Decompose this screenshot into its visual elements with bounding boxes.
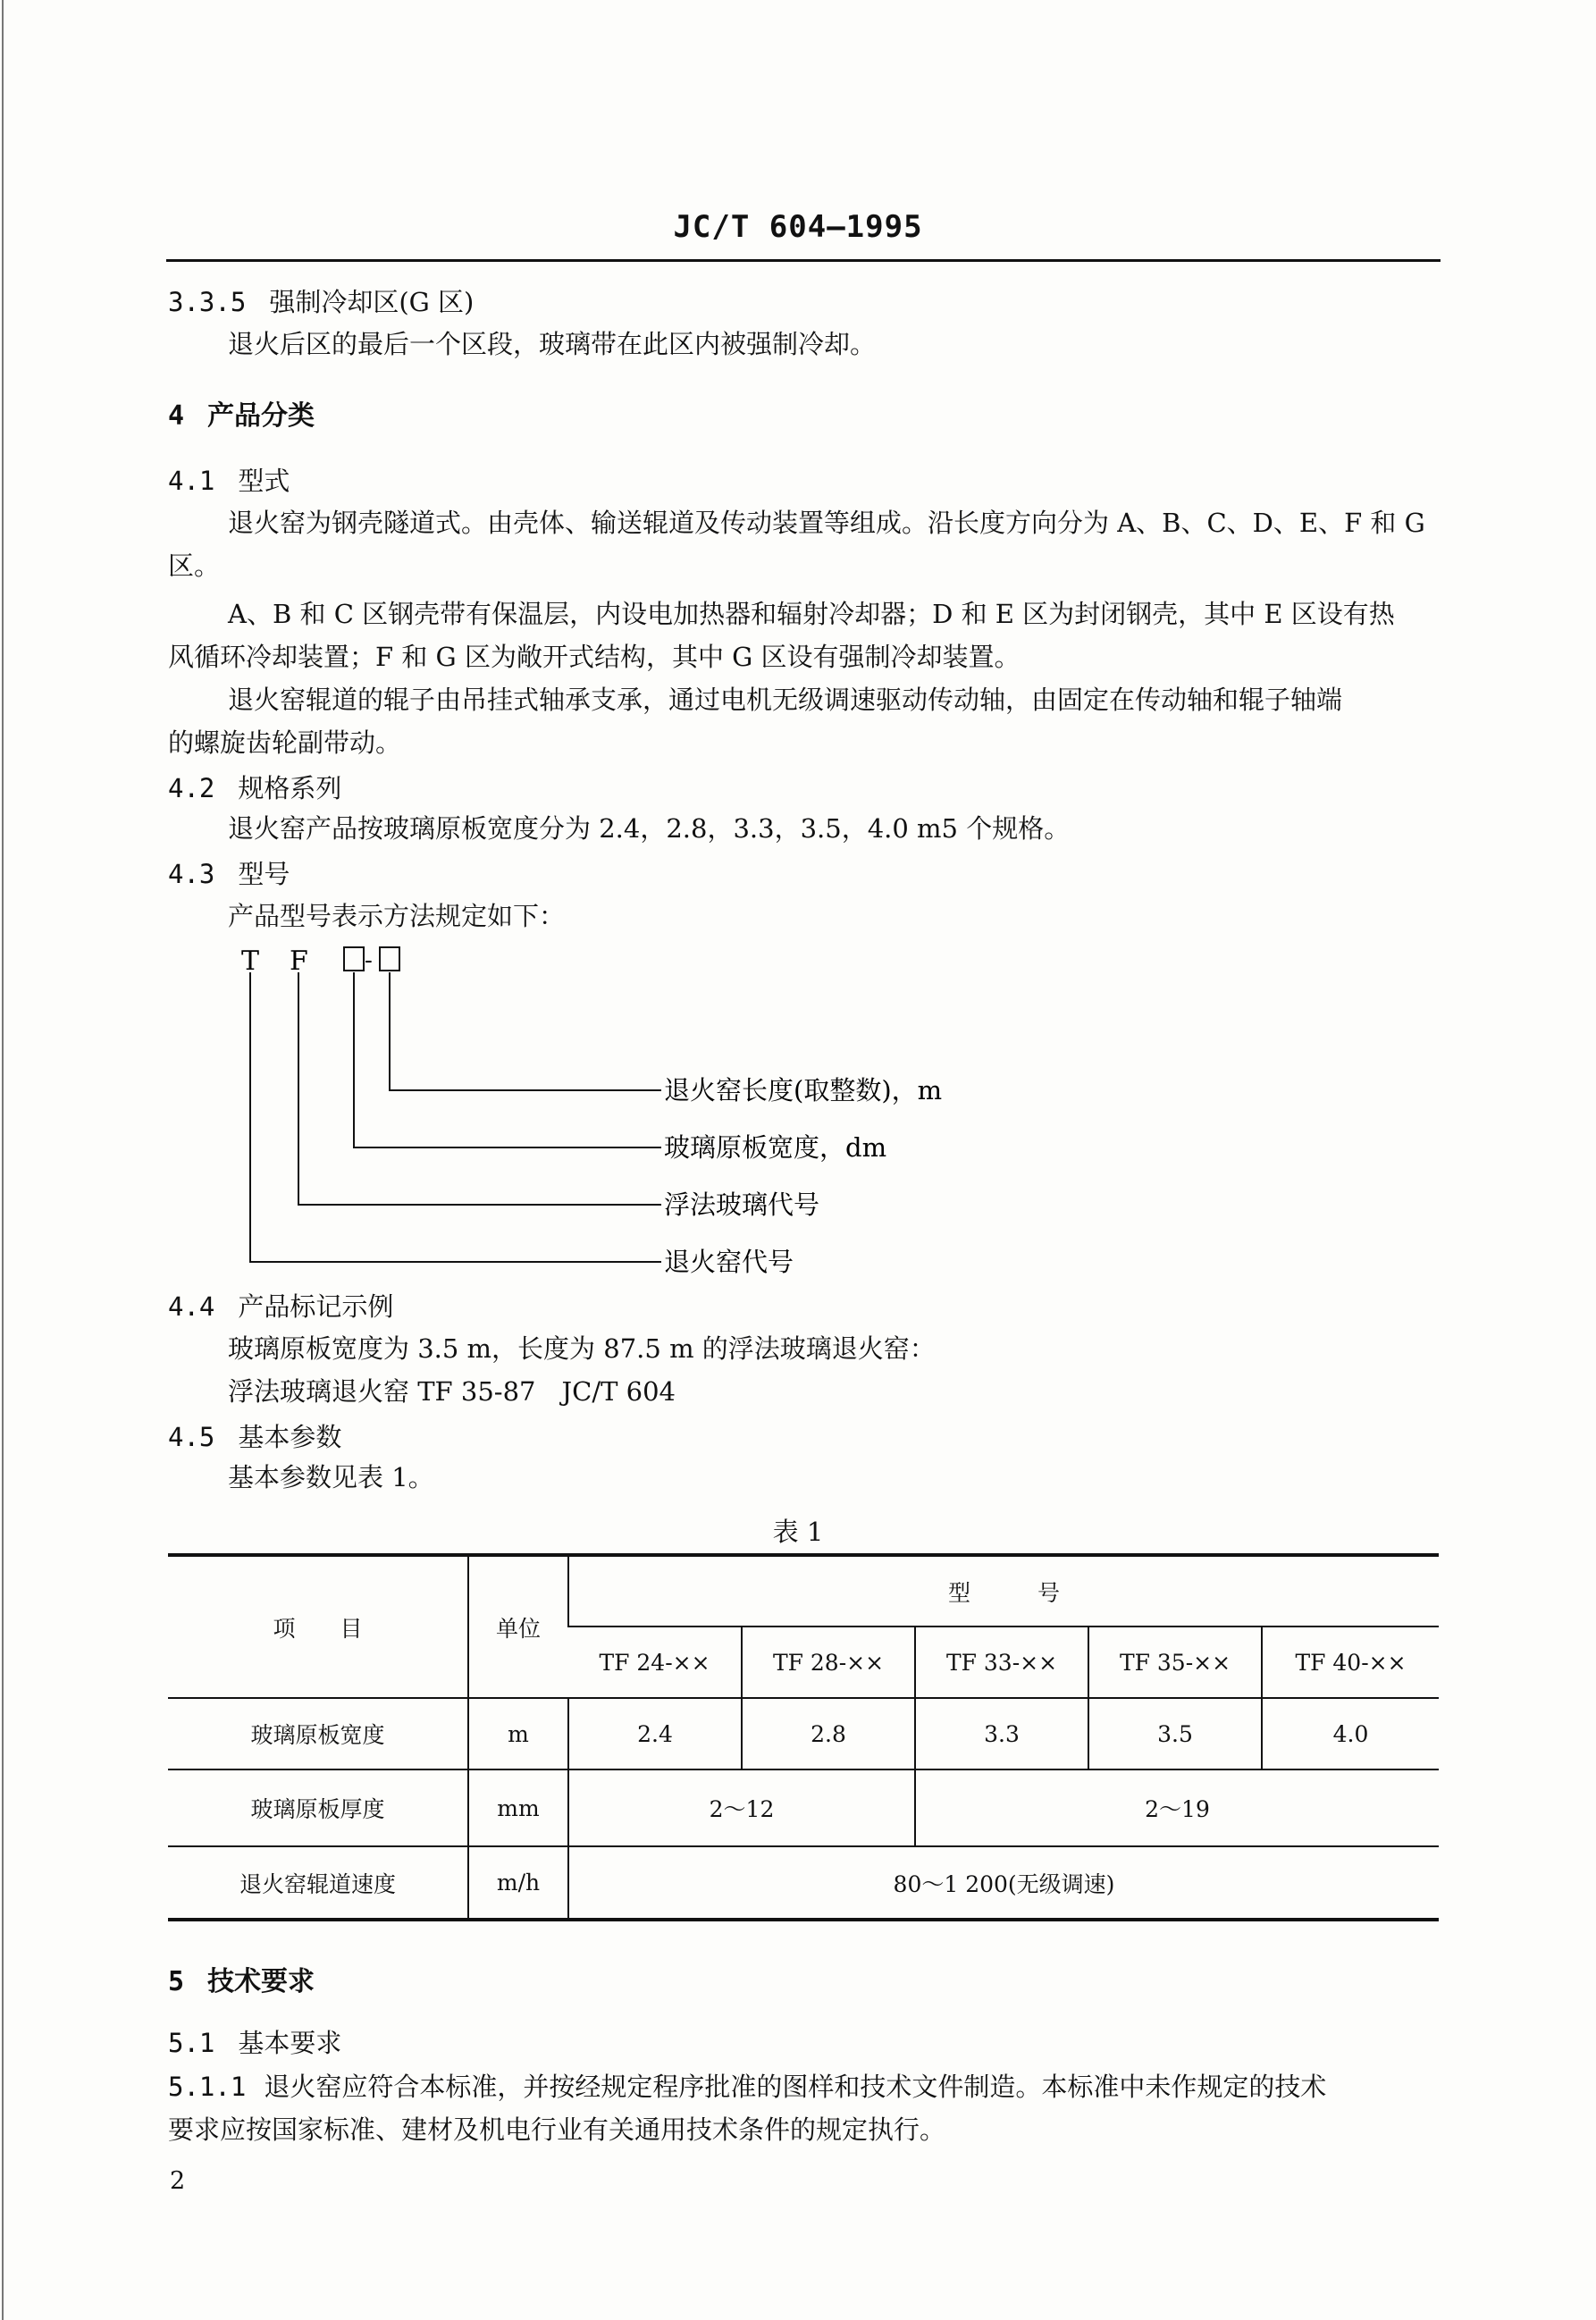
para-5-1-1b: 要求应按国家标准、建材及机电行业有关通用技术条件的规定执行。	[168, 2114, 946, 2145]
heading-4-4: 4.4 产品标记示例	[168, 1291, 394, 1322]
model-code-diagram-svg	[214, 938, 1019, 1296]
heading-3-3-5: 3.3.5 强制冷却区(G 区)	[168, 287, 475, 317]
th-model-24: TF 24-××	[599, 1649, 710, 1676]
td-value: 2～12	[568, 1769, 915, 1846]
scan-edge-line	[2, 0, 4, 2320]
code-letter-t: T	[241, 946, 260, 977]
code-letter-f: F	[290, 946, 308, 977]
para-4-1-3b: 的螺旋齿轮副带动。	[168, 727, 402, 758]
leader-width	[354, 972, 661, 1147]
td-value: 2.8	[742, 1698, 915, 1769]
td-item: 玻璃原板宽度	[168, 1698, 468, 1769]
th-model-40: TF 40-××	[1262, 1627, 1439, 1698]
para-4-1-2a: A、B 和 C 区钢壳带有保温层，内设电加热器和辐射冷却器；D 和 E 区为封闭钢壳，其中 E 区设有热	[228, 599, 1395, 629]
para-3-3-5: 退火后区的最后一个区段，玻璃带在此区内被强制冷却。	[228, 329, 877, 359]
th-unit: 单位	[468, 1555, 568, 1698]
heading-4-3: 4.3 型号	[168, 859, 290, 889]
para-5-1-1a: 5.1.1 退火窑应符合本标准，并按经规定程序批准的图样和技术文件制造。本标准中未作规定的技术	[168, 2072, 1327, 2102]
table-row-width	[168, 1698, 1439, 1769]
page-number: 2	[170, 2167, 186, 2195]
label-length: 退火窑长度(取整数)，m	[664, 1075, 943, 1105]
td-unit: m	[468, 1698, 568, 1769]
th-model-35: TF 35-××	[1088, 1627, 1262, 1698]
td-unit: mm	[468, 1769, 568, 1846]
heading-4-2: 4.2 规格系列	[168, 773, 342, 803]
leader-float	[298, 972, 661, 1205]
code-box-length	[380, 947, 399, 971]
th-model-33: TF 33-××	[915, 1627, 1088, 1698]
para-4-4-1: 玻璃原板宽度为 3.5 m，长度为 87.5 m 的浮法玻璃退火窑：	[228, 1333, 936, 1364]
heading-5-1: 5.1 基本要求	[168, 2028, 342, 2058]
para-4-4-2: 浮法玻璃退火窑 TF 35-87 JC/T 604	[228, 1376, 676, 1407]
standard-number: JC/T 604—1995	[673, 209, 923, 245]
model-code-diagram	[214, 938, 1019, 1299]
code-hyphen: -	[365, 947, 373, 974]
para-4-1-2b: 风循环冷却装置；F 和 G 区为敞开式结构，其中 G 区设有强制冷却装置。	[168, 642, 1021, 672]
label-width: 玻璃原板宽度，dm	[664, 1132, 887, 1163]
td-value: 3.5	[1088, 1698, 1262, 1769]
para-4-2: 退火窑产品按玻璃原板宽度分为 2.4，2.8，3.3，3.5，4.0 m5 个规格。	[228, 813, 1071, 844]
para-4-3: 产品型号表示方法规定如下：	[228, 901, 566, 931]
td-value: 2～19	[915, 1769, 1439, 1846]
para-4-1-1a: 退火窑为钢壳隧道式。由壳体、输送辊道及传动装置等组成。沿长度方向分为 A、B、C、D、E、F 和 G	[228, 508, 1425, 538]
td-value: 2.4	[568, 1698, 742, 1769]
th-model: 型 号	[568, 1555, 1439, 1627]
para-4-5: 基本参数见表 1。	[228, 1462, 434, 1492]
parameter-table	[168, 1553, 1439, 1921]
label-float: 浮法玻璃代号	[664, 1189, 820, 1220]
td-value: 4.0	[1262, 1698, 1439, 1769]
th-model-28: TF 28-××	[742, 1627, 915, 1698]
td-item: 玻璃原板厚度	[168, 1769, 468, 1846]
table-row-thickness	[168, 1769, 1439, 1846]
header-rule	[166, 259, 1441, 262]
table-caption: 表 1	[772, 1517, 824, 1547]
td-value: 3.3	[915, 1698, 1088, 1769]
para-4-1-1b: 区。	[168, 551, 221, 581]
label-kiln: 退火窑代号	[664, 1247, 794, 1277]
td-item: 退火窑辊道速度	[168, 1846, 468, 1920]
code-box-width	[344, 947, 364, 971]
td-unit: m/h	[468, 1846, 568, 1920]
heading-4-1: 4.1 型式	[168, 466, 290, 496]
heading-4-5: 4.5 基本参数	[168, 1422, 342, 1452]
th-item: 项 目	[168, 1555, 468, 1698]
leader-kiln	[250, 972, 661, 1262]
para-4-1-3a: 退火窑辊道的辊子由吊挂式轴承支承，通过电机无级调速驱动传动轴，由固定在传动轴和辊子轴端	[228, 685, 1343, 715]
table-header-row-1	[168, 1555, 1439, 1627]
td-value: 80～1 200(无级调速)	[568, 1846, 1439, 1920]
heading-5: 5 技术要求	[168, 1966, 315, 1997]
heading-4: 4 产品分类	[168, 400, 315, 432]
leader-length	[390, 972, 661, 1090]
table-row-speed	[168, 1846, 1439, 1920]
